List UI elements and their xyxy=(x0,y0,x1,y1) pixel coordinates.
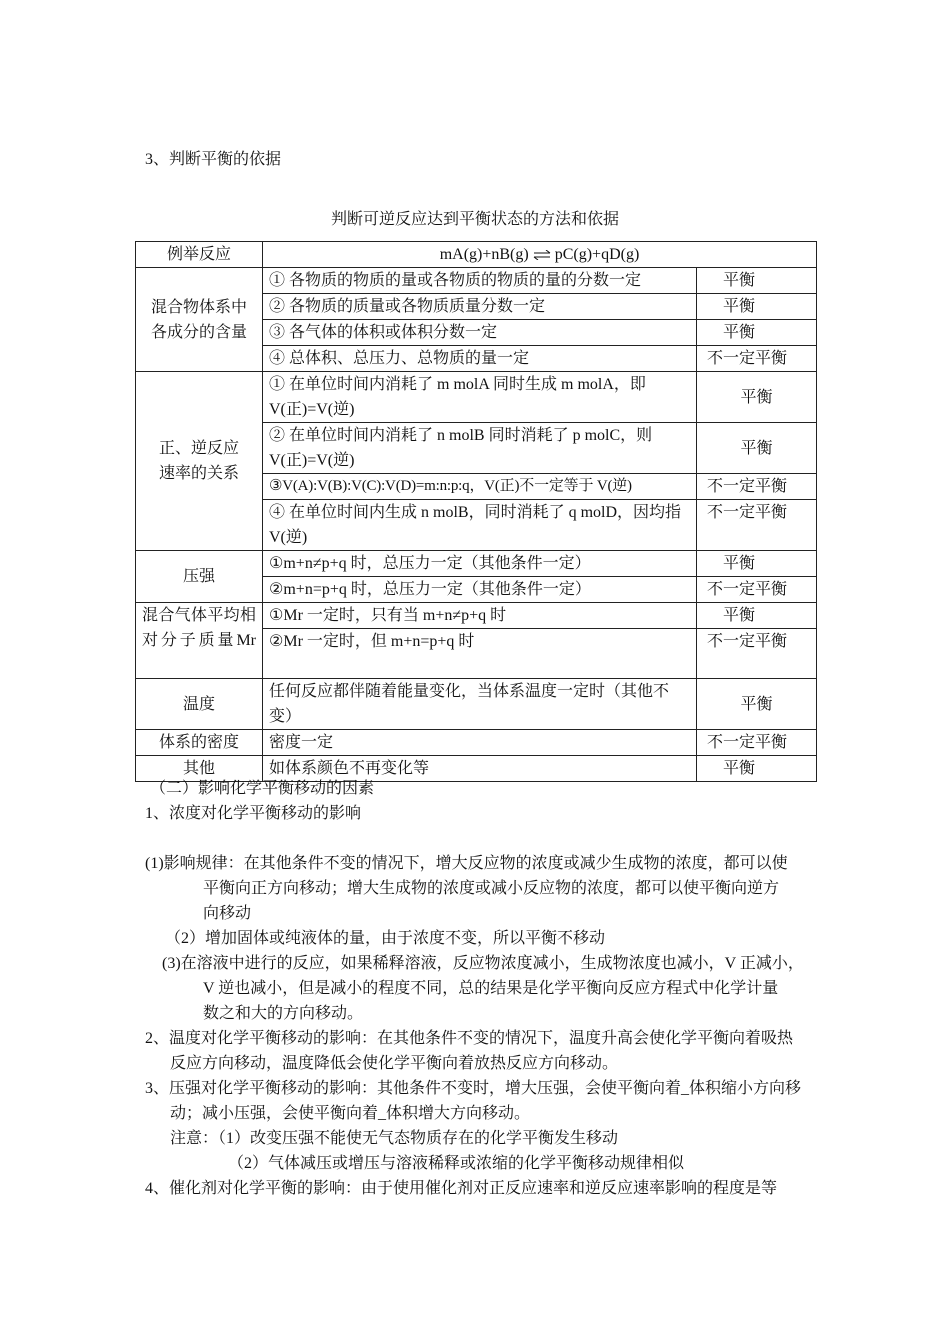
table-header-row xyxy=(136,242,817,268)
item2-line1: 2、温度对化学平衡移动的影响：在其他条件不变的情况下，温度升高会使化学平衡向着吸热 xyxy=(145,1030,794,1047)
reaction-equation xyxy=(263,242,817,268)
category-cell: 压强 xyxy=(136,551,263,603)
result-cell: 平衡 xyxy=(696,423,816,474)
item2-line2: 反应方向移动，温度降低会使化学平衡向着放热反应方向移动。 xyxy=(170,1055,619,1072)
table-row xyxy=(136,679,817,730)
item3-line1: 3、压强对化学平衡移动的影响：其他条件不变时，增大压强，会使平衡向着_体积缩小方向移 xyxy=(145,1080,802,1097)
result-cell: 平衡 xyxy=(696,679,816,730)
note-line1: 注意：（1）改变压强不能使无气态物质存在的化学平衡发生移动 xyxy=(170,1130,619,1147)
item1-p1-line1: (1)影响规律：在其他条件不变的情况下，增大反应物的浓度或减少生成物的浓度，都可以使 xyxy=(145,855,788,872)
condition-cell: ② 在单位时间内消耗了 n molB 同时消耗了 p molC，则 V(正)=V(逆) xyxy=(263,423,697,474)
result-cell: 平衡 xyxy=(696,756,816,782)
table-row xyxy=(136,603,817,629)
item4-line1: 4、催化剂对化学平衡的影响：由于使用催化剂对正反应速率和逆反应速率影响的程度是等 xyxy=(145,1180,778,1197)
result-cell: 平衡 xyxy=(696,551,816,577)
table-row xyxy=(136,268,817,294)
result-cell: 平衡 xyxy=(696,372,816,423)
section-heading: 3、判断平衡的依据 xyxy=(145,151,282,168)
header-label: 例举反应 xyxy=(136,242,263,268)
table-caption: 判断可逆反应达到平衡状态的方法和依据 xyxy=(330,211,619,228)
condition-cell: ① 各物质的物质的量或各物质的物质的量的分数一定 xyxy=(263,268,697,294)
condition-cell: ②Mr 一定时，但 m+n=p+q 时 xyxy=(263,629,697,679)
category-cell: 正、逆反应速率的关系 xyxy=(136,372,263,551)
condition-cell: 任何反应都伴随着能量变化，当体系温度一定时（其他不变） xyxy=(263,679,697,730)
condition-cell: ③V(A):V(B):V(C):V(D)=m:n:p:q，V(正)不一定等于 V(逆) xyxy=(263,474,697,500)
item1-p3-line2: V 逆也减小，但是减小的程度不同，总的结果是化学平衡向反应方程式中化学计量 xyxy=(203,980,779,997)
result-cell: 不一定平衡 xyxy=(696,500,816,551)
result-cell: 平衡 xyxy=(696,268,816,294)
category-cell: 混合物体系中各成分的含量 xyxy=(136,268,263,372)
condition-cell: ② 各物质的质量或各物质质量分数一定 xyxy=(263,294,697,320)
item1-heading: 1、浓度对化学平衡移动的影响 xyxy=(145,805,362,822)
table-row xyxy=(136,730,817,756)
category-cell: 温度 xyxy=(136,679,263,730)
result-cell: 不一定平衡 xyxy=(696,577,816,603)
category-cell: 体系的密度 xyxy=(136,730,263,756)
category-cell: 混合气体平均相对分子质量Mr xyxy=(136,603,263,679)
condition-cell: 密度一定 xyxy=(263,730,697,756)
condition-cell: ④ 在单位时间内生成 n molB，同时消耗了 q molD，因均指 V(逆) xyxy=(263,500,697,551)
reversible-arrow-icon xyxy=(533,250,551,260)
condition-cell: ① 在单位时间内消耗了 m molA 同时生成 m molA，即 V(正)=V(逆) xyxy=(263,372,697,423)
condition-cell: ①m+n≠p+q 时，总压力一定（其他条件一定） xyxy=(263,551,697,577)
result-cell: 不一定平衡 xyxy=(696,629,816,679)
condition-cell: ④ 总体积、总压力、总物质的量一定 xyxy=(263,346,697,372)
item3-line2: 动；减小压强，会使平衡向着_体积增大方向移动。 xyxy=(170,1105,531,1122)
item1-p1-line3: 向移动 xyxy=(203,905,252,922)
table-row xyxy=(136,372,817,423)
section2-heading: （二）影响化学平衡移动的因素 xyxy=(150,780,375,797)
equilibrium-criteria-table xyxy=(135,241,817,782)
condition-cell: ③ 各气体的体积或体积分数一定 xyxy=(263,320,697,346)
condition-cell: 如体系颜色不再变化等 xyxy=(263,756,697,782)
result-cell: 不一定平衡 xyxy=(696,730,816,756)
item1-p3-line1: (3)在溶液中进行的反应，如果稀释溶液，反应物浓度减小，生成物浓度也减小，V 正减小， xyxy=(162,955,804,972)
result-cell: 平衡 xyxy=(696,603,816,629)
result-cell: 不一定平衡 xyxy=(696,474,816,500)
table-row xyxy=(136,551,817,577)
result-cell: 不一定平衡 xyxy=(696,346,816,372)
item1-p1-line2: 平衡向正方向移动；增大生成物的浓度或减小反应物的浓度，都可以使平衡向逆方 xyxy=(203,880,780,897)
item1-p2: （2）增加固体或纯液体的量，由于浓度不变，所以平衡不移动 xyxy=(165,930,606,947)
item1-p3-line3: 数之和大的方向移动。 xyxy=(203,1005,364,1022)
category-cell: 其他 xyxy=(136,756,263,782)
condition-cell: ②m+n=p+q 时，总压力一定（其他条件一定） xyxy=(263,577,697,603)
result-cell: 平衡 xyxy=(696,320,816,346)
note-line2: （2）气体减压或增压与溶液稀释或浓缩的化学平衡移动规律相似 xyxy=(228,1155,685,1172)
result-cell: 平衡 xyxy=(696,294,816,320)
condition-cell: ①Mr 一定时，只有当 m+n≠p+q 时 xyxy=(263,603,697,629)
reaction-left: mA(g)+nB(g) xyxy=(439,246,529,263)
reaction-right: pC(g)+qD(g) xyxy=(554,246,640,263)
